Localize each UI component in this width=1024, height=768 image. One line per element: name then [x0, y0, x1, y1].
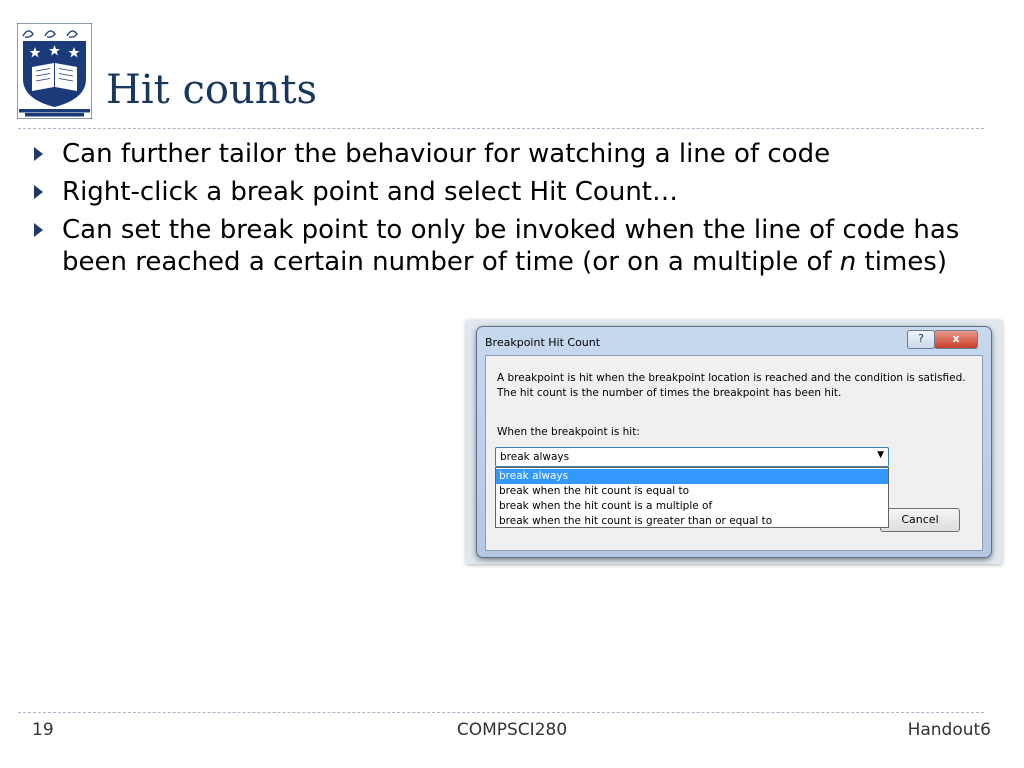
dropdown-option[interactable]: break when the hit count is equal to	[499, 485, 690, 497]
dropdown-list	[495, 467, 889, 528]
dropdown-option[interactable]: break when the hit count is a multiple of	[499, 500, 713, 512]
chevron-down-icon[interactable]: ▼	[877, 450, 884, 460]
bullet-item	[30, 138, 980, 170]
footer-divider	[18, 712, 984, 713]
dialog-title: Breakpoint Hit Count	[485, 336, 601, 349]
bullet-text: Right-click a break point and select Hit Count…	[62, 177, 678, 207]
hit-condition-select[interactable]	[495, 447, 889, 467]
dialog-screenshot	[466, 320, 1002, 564]
slide-title: Hit counts	[106, 67, 318, 113]
triangle-bullet-icon	[34, 185, 43, 199]
when-hit-label: When the breakpoint is hit:	[497, 426, 640, 438]
help-button[interactable]: ?	[907, 330, 935, 349]
close-button[interactable]: x	[934, 330, 978, 349]
page-number: 19	[32, 720, 54, 740]
bullet-text: Can set the break point to only be invoked when the line of code has been reached a certain number of time (or on a multiple of	[62, 215, 960, 277]
dialog-body	[485, 355, 983, 551]
cancel-button[interactable]: Cancel	[880, 508, 960, 532]
title-divider	[18, 128, 984, 129]
triangle-bullet-icon	[34, 223, 43, 237]
course-code: COMPSCI280	[456, 720, 568, 740]
breakpoint-hit-count-dialog	[476, 326, 992, 558]
bullet-text: times)	[856, 247, 947, 277]
select-value: break always	[500, 451, 570, 463]
bullet-item	[30, 214, 980, 278]
bullet-item	[30, 176, 980, 208]
dropdown-option[interactable]: break when the hit count is greater than or equal to	[499, 515, 773, 527]
bullet-list	[30, 138, 980, 284]
dropdown-option[interactable]: break always	[496, 469, 888, 484]
dialog-description: A breakpoint is hit when the breakpoint location is reached and the condition is satisfied. The hit count is the number of times the breakpoint has been hit.	[497, 372, 966, 399]
handout-label: Handout6	[907, 720, 991, 740]
triangle-bullet-icon	[34, 147, 43, 161]
bullet-text-italic: n	[839, 247, 857, 277]
bullet-text: Can further tailor the behaviour for watching a line of code	[62, 139, 831, 169]
university-logo	[17, 23, 92, 119]
